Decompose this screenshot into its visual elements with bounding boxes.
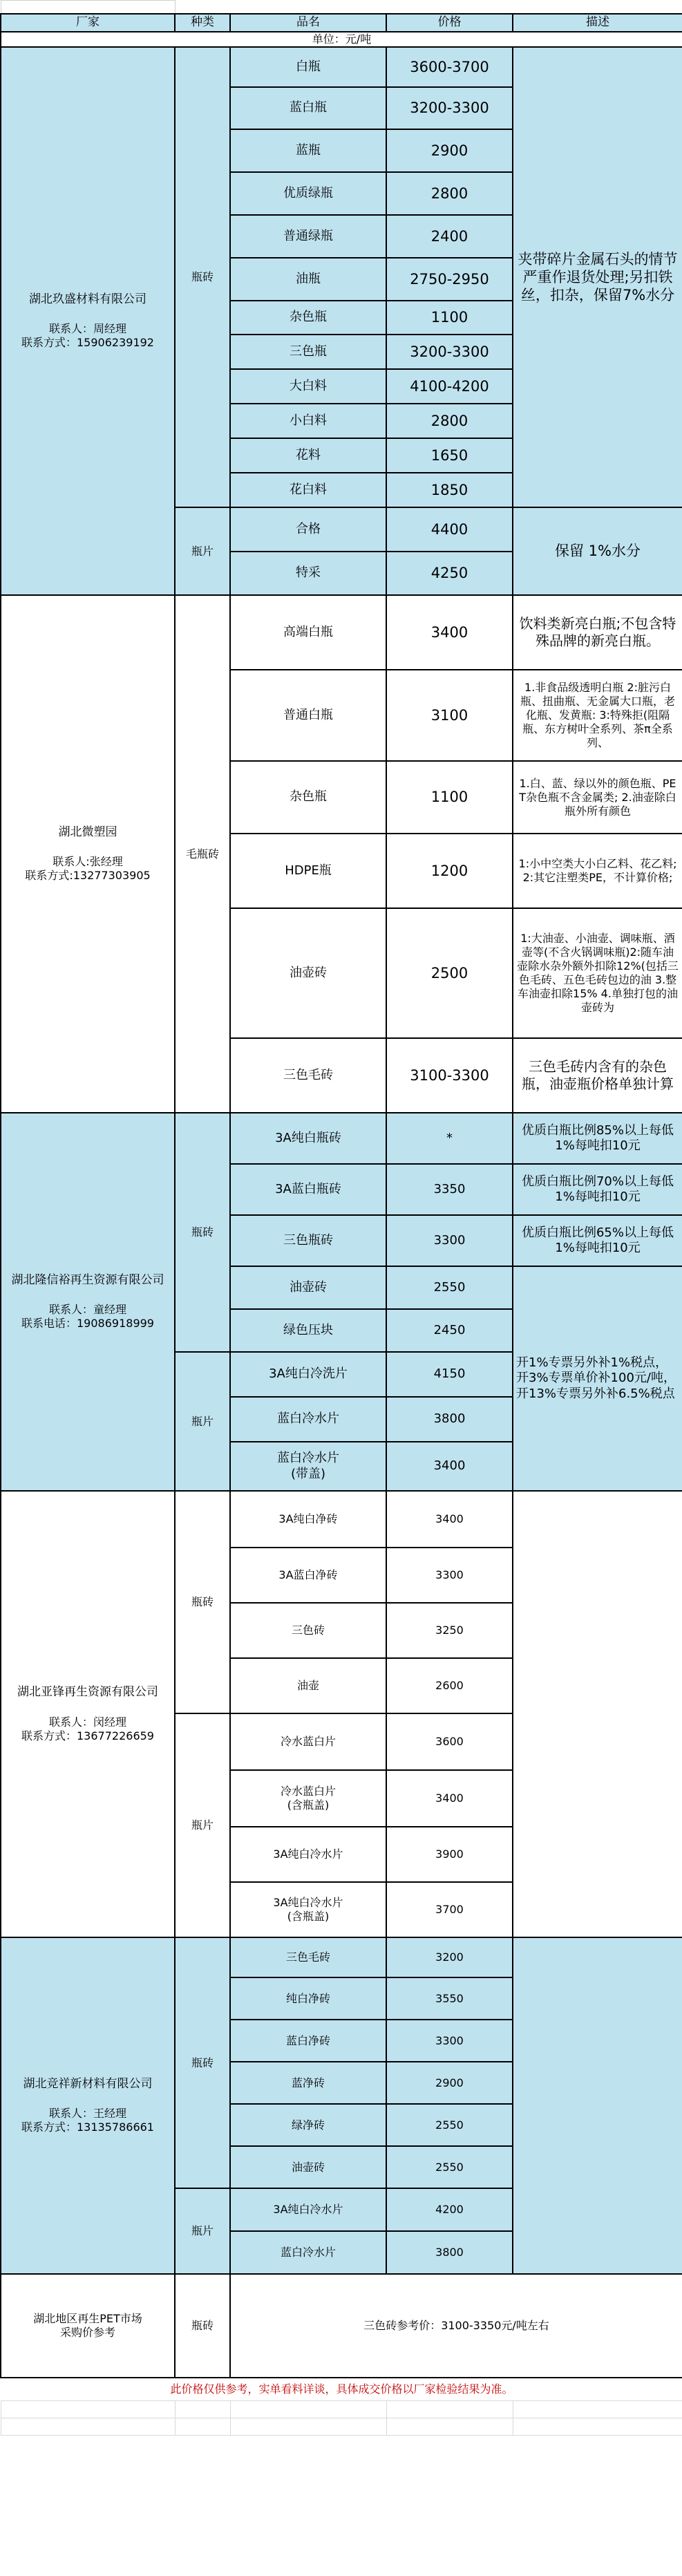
product-price: 4150 [386,1352,513,1397]
vendor-cell [1,1491,175,1937]
product-name: 蓝净砖 [230,2062,386,2104]
category-cell: 毛瓶砖 [175,595,230,1113]
vendor-phone: 联系方式:13277303905 [25,869,151,883]
table-row [1,2274,682,2378]
product-price: 3400 [386,1442,513,1491]
product-name: 蓝白冷水片 [230,2231,386,2274]
product-price: 2800 [386,404,513,438]
header-row [1,14,682,32]
product-price: 1100 [386,761,513,834]
product-price: 3700 [386,1882,513,1937]
product-name: 杂色瓶 [230,301,386,335]
empty-row [1,2401,682,2418]
product-price: 4100-4200 [386,369,513,404]
header-product: 品名 [230,14,386,32]
description-cell: 优质白瓶比例85%以上每低1%每吨扣10元 [513,1113,682,1164]
description-cell [513,1491,682,1937]
description-cell: 1.非食品级透明白瓶 2:脏污白瓶、扭曲瓶、无金属大口瓶，老化瓶、发黄瓶: 3:特殊拒(阻隔瓶、东方树叶全系列、茶π全系列、 [513,670,682,761]
product-name [230,1442,386,1491]
category-cell: 瓶片 [175,1352,230,1491]
product-price: 3200-3300 [386,335,513,369]
product-name: 高端白瓶 [230,595,386,670]
product-name-line1: 冷水蓝白片 [280,1785,336,1798]
vendor-contact: 联系人：周经理 [48,322,126,336]
table-row [1,1491,682,1548]
product-name-line2: (带盖) [290,1466,326,1481]
product-name: 油壶砖 [230,2146,386,2188]
market-name-line2: 采购价参考 [59,2326,115,2339]
description-cell: 1:小中空类大小白乙料、花乙料; 2:其它注塑类PE，不计算价格; [513,834,682,908]
top-gap-row [1,1,682,15]
product-name-line2: (含瓶盖) [287,1798,330,1812]
product-price: 3200 [386,1937,513,1977]
product-name: 花白料 [230,473,386,507]
product-name: 油瓶 [230,258,386,301]
table-row [1,1113,682,1164]
vendor-contact: 联系人：王经理 [48,2107,126,2121]
product-name: 大白料 [230,369,386,404]
vendor-phone: 联系方式：13135786661 [21,2121,154,2134]
description-cell: 1:大油壶、小油壶、调味瓶、酒壶等(不含火锅调味瓶)2:随车油壶除水杂外额外扣除12%(包括三色毛砖、五色毛砖包边的油 3.整车油壶扣除15% 4.单独打包的油壶砖为 [513,908,682,1038]
product-name: 三色毛砖 [230,1937,386,1977]
vendor-phone: 联系方式：13677226659 [21,1729,154,1742]
product-price: 1200 [386,834,513,908]
product-price: 3300 [386,1548,513,1603]
product-name: 三色砖 [230,1603,386,1658]
product-price: 2900 [386,129,513,172]
product-price: 3600-3700 [386,47,513,87]
vendor-name: 湖北微塑园 [58,825,117,839]
product-name: 油壶砖 [230,1266,386,1309]
product-price: 3550 [386,1977,513,2020]
product-name: 3A纯白冷水片 [230,2188,386,2231]
header-vendor: 厂家 [1,14,175,32]
product-name: 特采 [230,552,386,595]
product-name: 3A蓝白净砖 [230,1548,386,1603]
category-cell: 瓶砖 [175,47,230,507]
product-price: 1100 [386,301,513,335]
product-name: 蓝白净砖 [230,2020,386,2062]
description-cell: 开1%专票另外补1%税点，开3%专票单价补100元/吨，开13%专票另外补6.5%税点 [513,1266,682,1491]
product-price: 2500 [386,908,513,1038]
product-price: 4200 [386,2188,513,2231]
table-row [1,47,682,87]
product-price: 4400 [386,507,513,552]
product-price: 2550 [386,1266,513,1309]
product-price: 1650 [386,438,513,473]
product-price: 3100 [386,670,513,761]
product-price: 3900 [386,1827,513,1882]
category-cell: 瓶砖 [175,1937,230,2188]
product-name: 小白料 [230,404,386,438]
product-name-line1: 蓝白冷水片 [277,1451,339,1465]
vendor-cell [1,1937,175,2274]
product-name: 蓝瓶 [230,129,386,172]
empty-cell [230,2401,386,2418]
empty-cell [175,2418,230,2436]
description-cell: 1.白、蓝、绿以外的颜色瓶、PET杂色瓶不含金属类; 2.油壶除白瓶外所有颜色 [513,761,682,834]
category-cell: 瓶砖 [175,2274,230,2378]
description-cell: 夹带碎片金属石头的情节严重作退货处理;另扣铁丝，扣杂，保留7%水分 [513,47,682,507]
product-price: 3600 [386,1713,513,1770]
vendor-name: 湖北竞祥新材料有限公司 [23,2076,153,2091]
product-name: 优质绿瓶 [230,172,386,215]
category-cell: 瓶片 [175,2188,230,2274]
empty-cell [175,2401,230,2418]
product-name [230,1882,386,1937]
product-price: 3300 [386,2020,513,2062]
vendor-phone: 联系方式：15906239192 [21,336,154,350]
header-category: 种类 [175,14,230,32]
product-price: 3350 [386,1164,513,1215]
description-cell [513,1937,682,2274]
empty-cell [1,2401,175,2418]
product-price: 2550 [386,2104,513,2146]
disclaimer-note: 此价格仅供参考，实单看料详谈，具体成交价格以厂家检验结果为准。 [1,2378,682,2401]
product-price: 3100-3300 [386,1038,513,1113]
product-price: 2750-2950 [386,258,513,301]
product-price: 2900 [386,2062,513,2104]
empty-cell [1,2418,175,2436]
product-name: 普通白瓶 [230,670,386,761]
header-price: 价格 [386,14,513,32]
product-price: 1850 [386,473,513,507]
vendor-contact: 联系人:张经理 [53,855,123,869]
vendor-cell [1,47,175,595]
product-price: 3800 [386,2231,513,2274]
product-price: 2450 [386,1309,513,1352]
product-name: 3A纯白冷洗片 [230,1352,386,1397]
product-name: 绿净砖 [230,2104,386,2146]
product-price: 3800 [386,1397,513,1442]
empty-cell [513,2401,682,2418]
empty-row [1,2418,682,2436]
product-price: 2550 [386,2146,513,2188]
market-reference-cell [1,2274,175,2378]
description-cell: 优质白瓶比例65%以上每低1%每吨扣10元 [513,1215,682,1266]
product-name: 合格 [230,507,386,552]
product-name-line1: 3A纯白冷水片 [273,1896,343,1909]
empty-cell [513,2418,682,2436]
unit-row [1,32,682,47]
note-row [1,2378,682,2401]
description-cell: 饮料类新亮白瓶;不包含特殊品牌的新亮白瓶。 [513,595,682,670]
product-name: 3A纯白冷水片 [230,1827,386,1882]
table-row [1,595,682,670]
product-name: 蓝白冷水片 [230,1397,386,1442]
product-price: 3400 [386,1491,513,1548]
product-name: 冷水蓝白片 [230,1713,386,1770]
product-name: 花料 [230,438,386,473]
product-price: 3300 [386,1215,513,1266]
product-name: 绿色压块 [230,1309,386,1352]
product-price: 2600 [386,1658,513,1713]
vendor-cell [1,595,175,1113]
product-price: 3400 [386,595,513,670]
product-price: * [386,1113,513,1164]
product-price: 4250 [386,552,513,595]
vendor-phone: 联系电话：19086918999 [21,1317,154,1331]
product-price: 2400 [386,215,513,258]
product-price: 3250 [386,1603,513,1658]
description-cell: 保留 1%水分 [513,507,682,595]
category-cell: 瓶片 [175,507,230,595]
empty-cell [386,2418,513,2436]
empty-cell [230,2418,386,2436]
product-price: 2800 [386,172,513,215]
product-name: 杂色瓶 [230,761,386,834]
table-row [1,1937,682,1977]
product-name: 3A蓝白瓶砖 [230,1164,386,1215]
category-cell: 瓶砖 [175,1113,230,1352]
product-name: 油壶砖 [230,908,386,1038]
unit-label: 单位：元/吨 [1,32,682,47]
product-name: 蓝白瓶 [230,87,386,129]
product-name: 三色瓶 [230,335,386,369]
category-cell: 瓶片 [175,1713,230,1937]
gap-cell [175,1,682,15]
product-price: 3400 [386,1770,513,1827]
vendor-contact: 联系人：闵经理 [48,1715,126,1729]
product-name: 油壶 [230,1658,386,1713]
product-name-line2: (含瓶盖) [287,1910,330,1923]
gap-cell [1,1,175,15]
reference-price-text: 三色砖参考价：3100-3350元/吨左右 [230,2274,682,2378]
product-name: 白瓶 [230,47,386,87]
vendor-name: 湖北玖盛材料有限公司 [29,292,146,306]
description-cell: 优质白瓶比例70%以上每低1%每吨扣10元 [513,1164,682,1215]
category-cell: 瓶砖 [175,1491,230,1713]
product-name: 纯白净砖 [230,1977,386,2020]
product-name: HDPE瓶 [230,834,386,908]
vendor-name: 湖北隆信裕再生资源有限公司 [11,1272,164,1287]
product-name: 3A纯白净砖 [230,1491,386,1548]
description-cell: 三色毛砖内含有的杂色瓶，油壶瓶价格单独计算 [513,1038,682,1113]
product-price: 3200-3300 [386,87,513,129]
market-name-line1: 湖北地区再生PET市场 [33,2312,142,2325]
product-name: 3A纯白瓶砖 [230,1113,386,1164]
empty-cell [386,2401,513,2418]
product-name [230,1770,386,1827]
vendor-cell [1,1113,175,1491]
product-name: 三色毛砖 [230,1038,386,1113]
product-name: 三色瓶砖 [230,1215,386,1266]
vendor-contact: 联系人：童经理 [48,1303,126,1317]
vendor-name: 湖北亚锋再生资源有限公司 [17,1685,158,1700]
header-desc: 描述 [513,14,682,32]
product-name: 普通绿瓶 [230,215,386,258]
